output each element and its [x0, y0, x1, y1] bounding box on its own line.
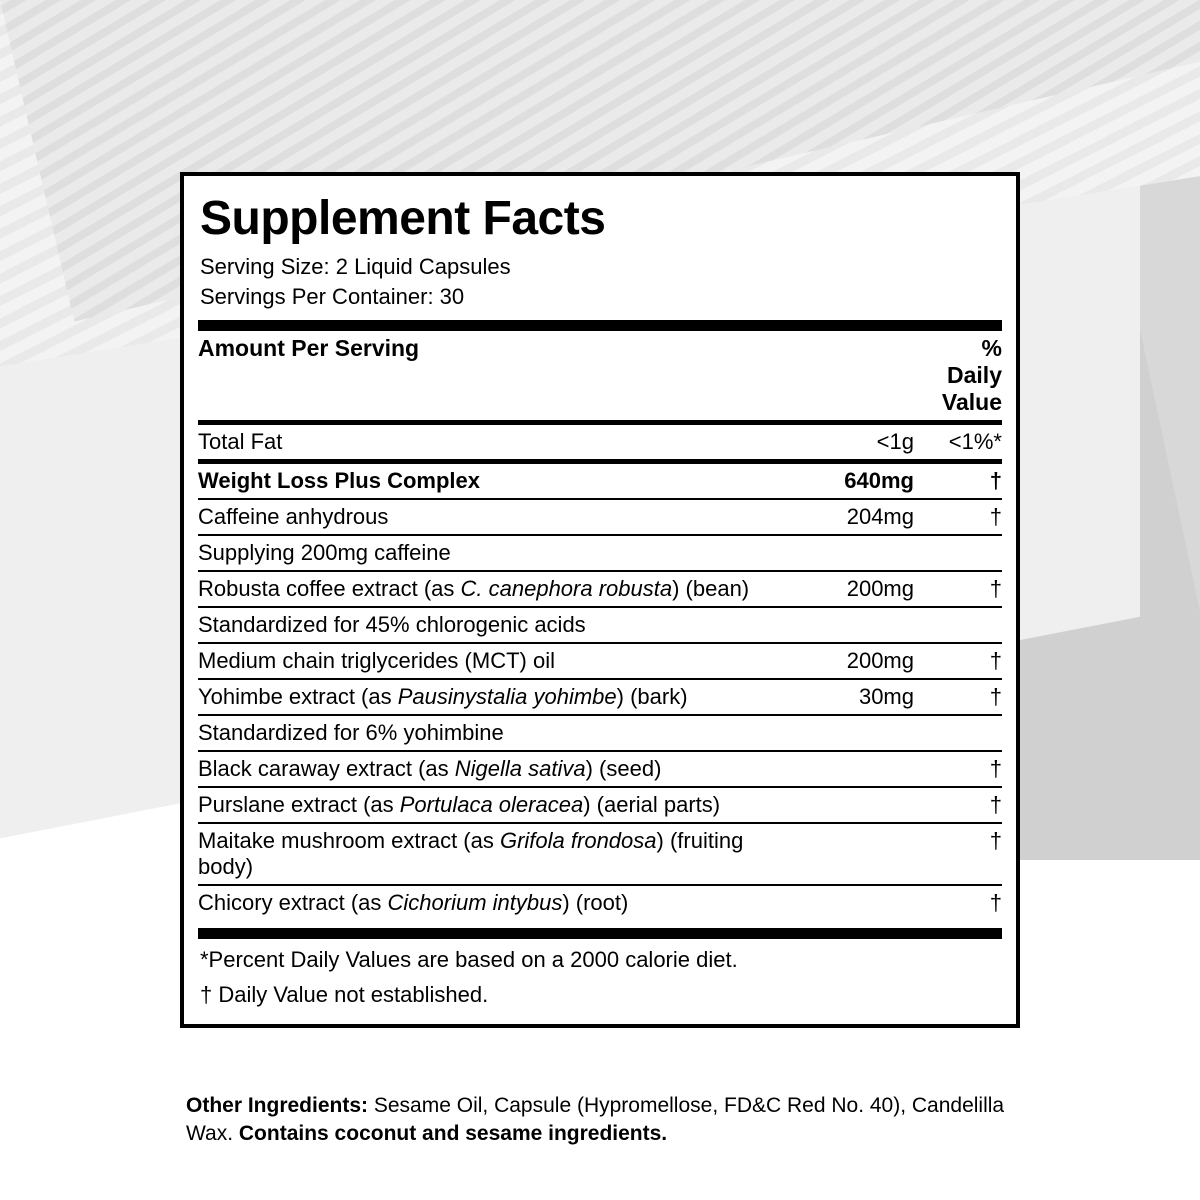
supplement-facts-panel: [180, 172, 1020, 1028]
ingredient-amount: [764, 787, 922, 823]
allergen-statement: Contains coconut and sesame ingredients.: [238, 1122, 668, 1146]
ingredient-daily-value: †: [922, 643, 1002, 679]
latin-name: Nigella sativa: [454, 755, 586, 781]
ingredient-daily-value: †: [922, 751, 1002, 787]
page-title: Supplement Facts: [200, 192, 606, 245]
ingredient-daily-value: †: [922, 885, 1002, 920]
latin-name: Grifola frondosa: [499, 827, 657, 853]
latin-name: C. canephora robusta: [460, 575, 673, 601]
ingredient-amount: 200mg: [764, 643, 922, 679]
ingredient-name: Yohimbe extract (as Pausinystalia yohimbe) (bark): [198, 679, 764, 715]
table-row: [198, 885, 1002, 920]
latin-name: Portulaca oleracea: [399, 791, 584, 817]
ingredient-daily-value: [922, 607, 1002, 643]
divider-thick-bottom: [198, 928, 1002, 939]
ingredient-name: Robusta coffee extract (as C. canephora robusta) (bean): [198, 571, 764, 607]
header-daily-value: % Daily Value: [941, 334, 1002, 415]
ingredient-daily-value: [922, 715, 1002, 751]
ingredient-daily-value: [922, 535, 1002, 571]
footnote-percent-dv: *Percent Daily Values are based on a 2000 calorie diet.: [200, 946, 738, 972]
table-row: [198, 607, 1002, 643]
footnote-daily-value: † Daily Value not established.: [200, 982, 489, 1008]
ingredient-amount: [764, 751, 922, 787]
ingredient-daily-value: †: [922, 499, 1002, 535]
ingredient-name: Standardized for 6% yohimbine: [198, 715, 764, 751]
table-row: [198, 461, 1002, 499]
servings-per-container: Servings Per Container: 30: [200, 284, 465, 310]
ingredient-amount: 30mg: [764, 679, 922, 715]
ingredient-daily-value: †: [922, 571, 1002, 607]
ingredient-amount: 204mg: [764, 499, 922, 535]
divider-thick-top: [198, 320, 1002, 331]
ingredient-name: Caffeine anhydrous: [198, 499, 764, 535]
ingredient-daily-value: <1%*: [922, 422, 1002, 461]
ingredient-name: Medium chain triglycerides (MCT) oil: [198, 643, 764, 679]
ingredient-amount: [764, 607, 922, 643]
latin-name: Pausinystalia yohimbe: [397, 683, 617, 709]
ingredient-name: Chicory extract (as Cichorium intybus) (root): [198, 885, 764, 920]
header-amount-per-serving: Amount Per Serving: [198, 334, 420, 361]
header-spacer: [764, 331, 922, 423]
table-row: [198, 679, 1002, 715]
ingredient-name: Standardized for 45% chlorogenic acids: [198, 607, 764, 643]
ingredient-daily-value: †: [922, 823, 1002, 885]
table-row: [198, 499, 1002, 535]
ingredient-name: Purslane extract (as Portulaca oleracea) (aerial parts): [198, 787, 764, 823]
ingredient-amount: <1g: [764, 422, 922, 461]
ingredient-daily-value: †: [922, 461, 1002, 499]
other-ingredients-text: Sesame Oil, Capsule (Hypromellose, FD&C Red No. 40), Candelilla Wax.: [186, 1094, 1005, 1146]
ingredient-name: Maitake mushroom extract (as Grifola frondosa) (fruiting body): [198, 823, 764, 885]
table-row: [198, 643, 1002, 679]
ingredient-name: Total Fat: [198, 422, 764, 461]
table-row: [198, 751, 1002, 787]
table-row: [198, 823, 1002, 885]
table-row: [198, 422, 1002, 461]
serving-size: Serving Size: 2 Liquid Capsules: [200, 254, 511, 280]
table-row: [198, 715, 1002, 751]
other-ingredients: [186, 1092, 1026, 1149]
ingredient-amount: 200mg: [764, 571, 922, 607]
ingredient-name: Weight Loss Plus Complex: [198, 461, 764, 499]
table-row: [198, 535, 1002, 571]
ingredient-name: Supplying 200mg caffeine: [198, 535, 764, 571]
latin-name: Cichorium intybus: [387, 889, 563, 915]
ingredient-amount: 640mg: [764, 461, 922, 499]
table-row: [198, 787, 1002, 823]
table-header-row: [198, 331, 1002, 423]
ingredient-amount: [764, 535, 922, 571]
ingredient-amount: [764, 885, 922, 920]
nutrition-table: [198, 331, 1002, 920]
other-ingredients-label: Other Ingredients:: [186, 1094, 369, 1117]
ingredient-daily-value: †: [922, 787, 1002, 823]
ingredient-amount: [764, 715, 922, 751]
ingredient-amount: [764, 823, 922, 885]
ingredient-daily-value: †: [922, 679, 1002, 715]
table-row: [198, 571, 1002, 607]
ingredient-name: Black caraway extract (as Nigella sativa) (seed): [198, 751, 764, 787]
